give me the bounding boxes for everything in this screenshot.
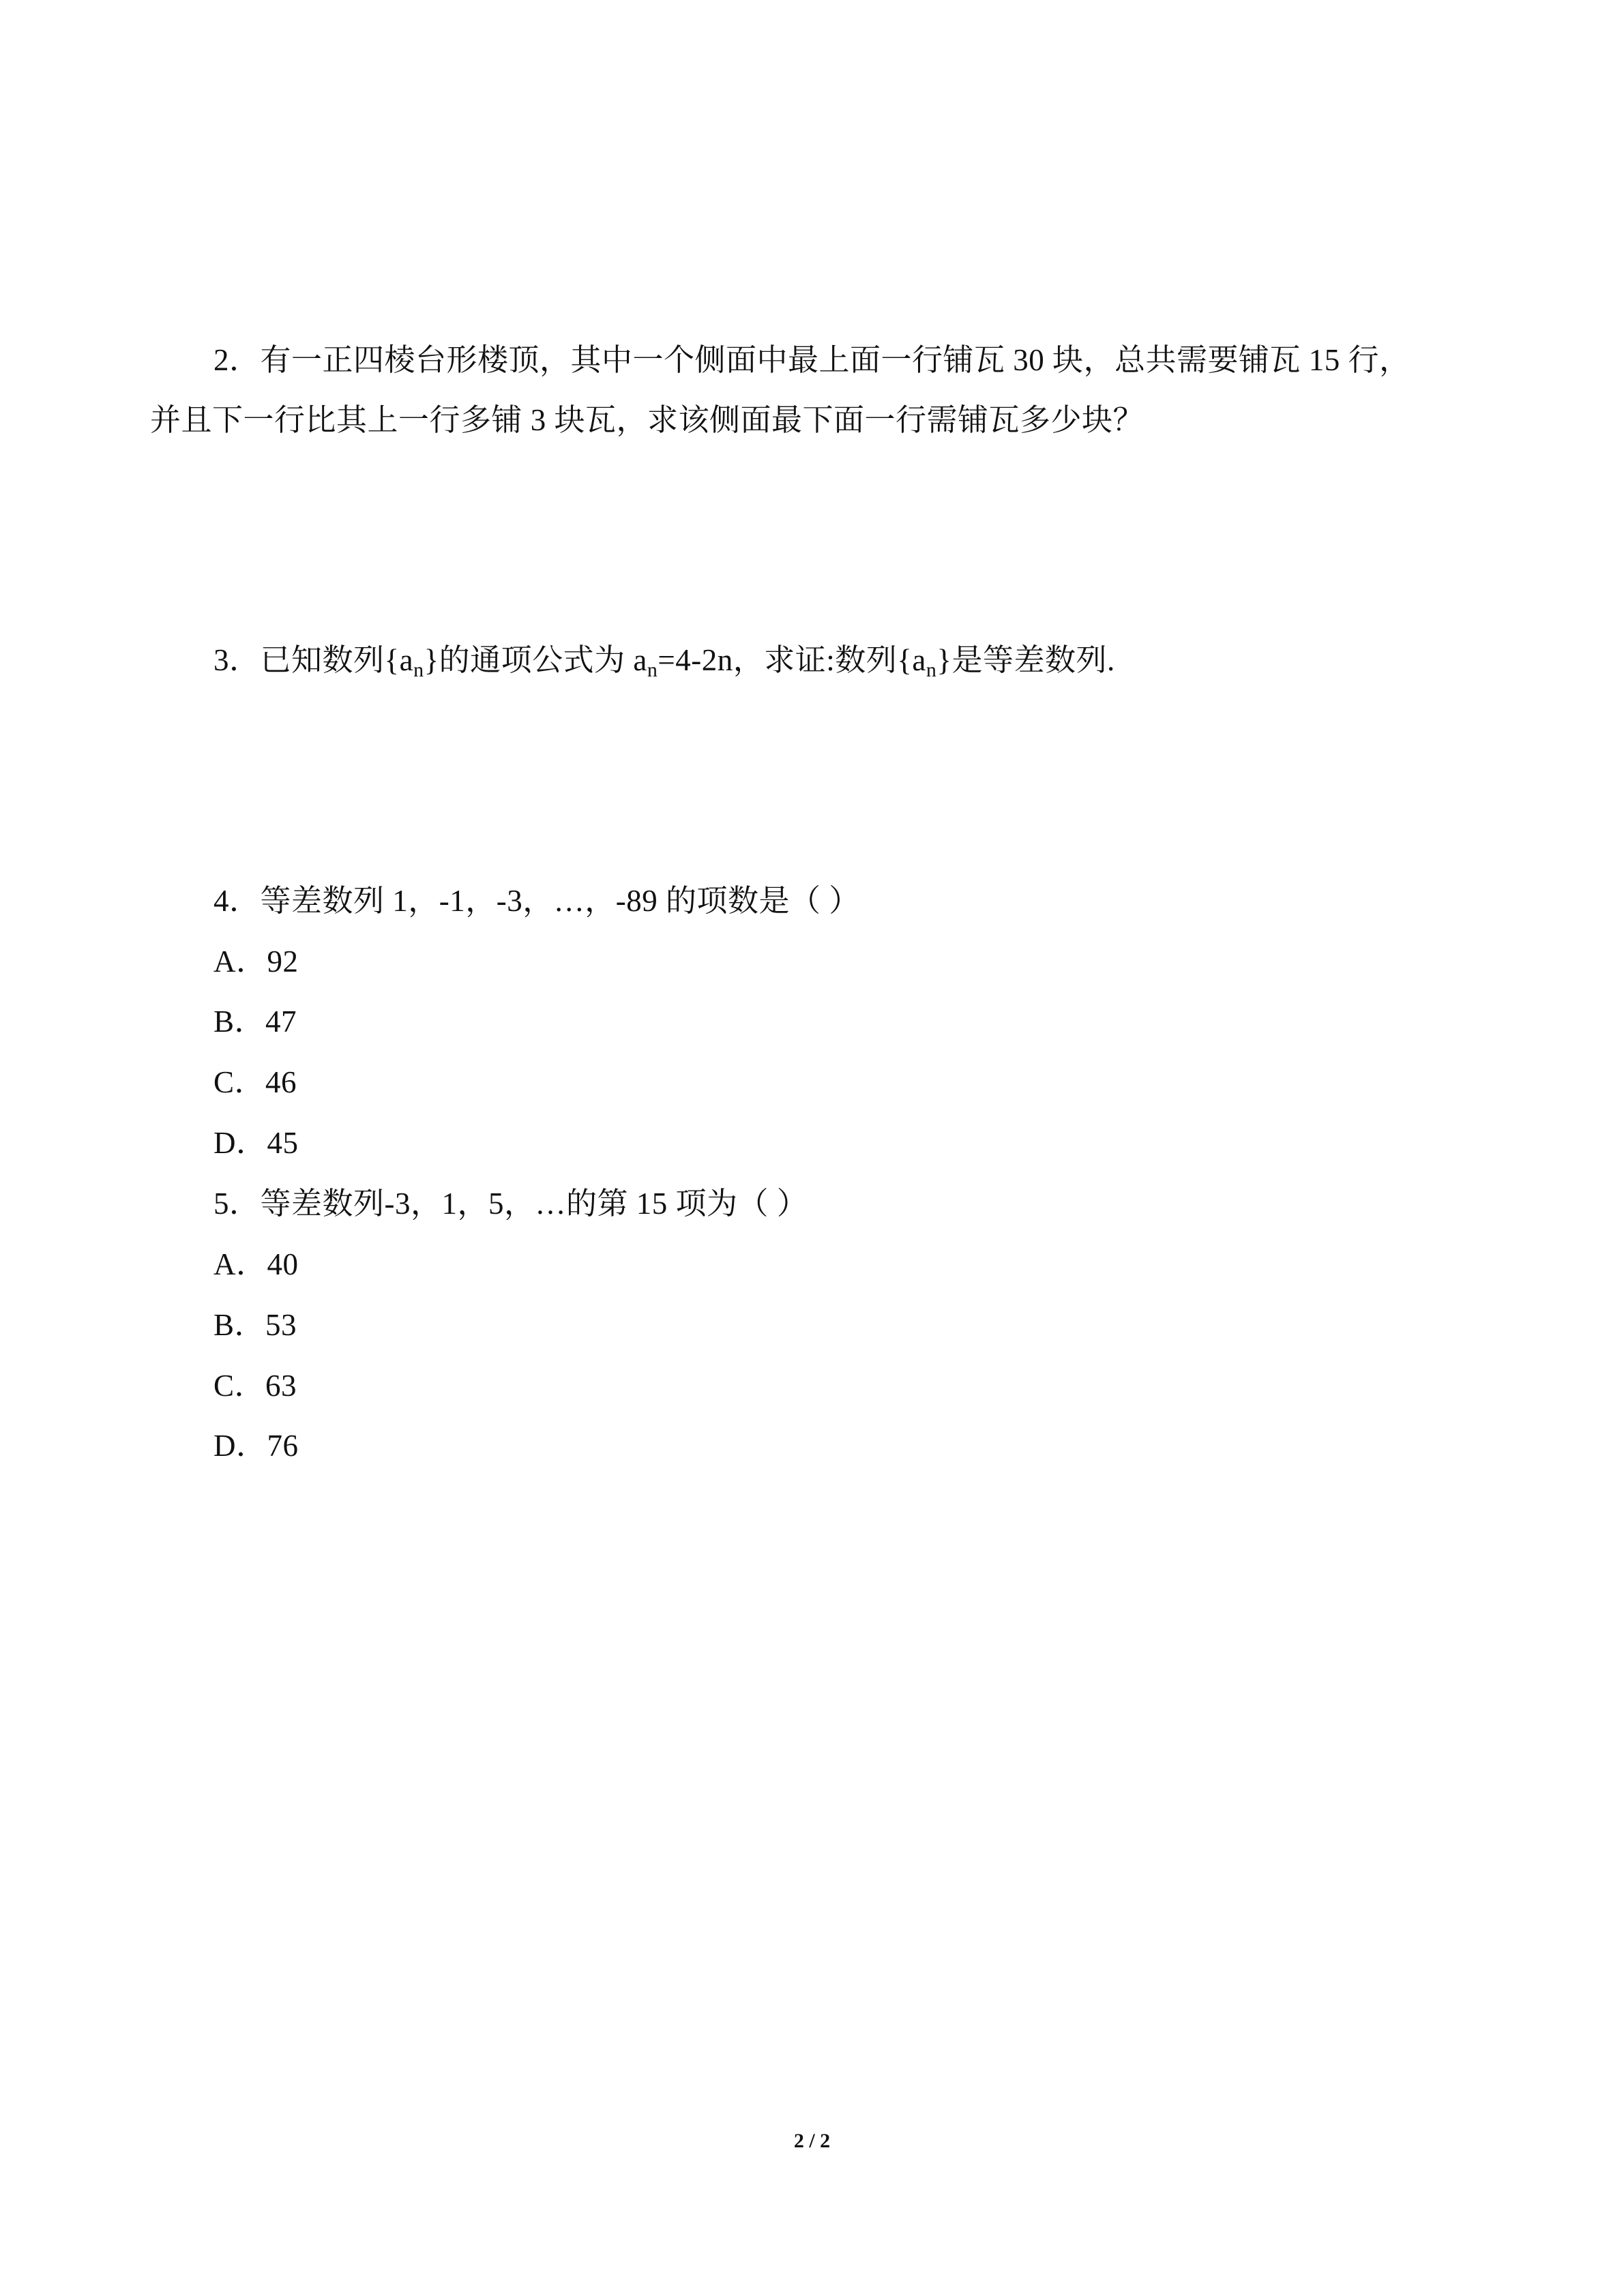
question-4-option-b: B．47 <box>213 1004 297 1039</box>
question-2-line-1: 2．有一正四棱台形楼顶，其中一个侧面中最上面一行铺瓦 30 块，总共需要铺瓦 15 行， <box>213 343 1411 377</box>
question-4-stem: 4．等差数列 1，-1，-3，…，-89 的项数是（ ） <box>213 884 860 918</box>
question-4-option-d: D．45 <box>213 1126 299 1160</box>
question-4-option-a: A．92 <box>213 944 299 979</box>
question-3-text-4: }是等差数列. <box>936 643 1115 677</box>
question-3-subscript-3: n <box>926 659 937 681</box>
question-2-line-2: 并且下一行比其上一行多铺 3 块瓦，求该侧面最下面一行需铺瓦多少块？ <box>150 403 1145 437</box>
question-3-subscript-2: n <box>647 659 658 681</box>
question-3-text-3: =4-2n，求证:数列{a <box>658 643 926 677</box>
page-number: 2 / 2 <box>793 2130 831 2152</box>
question-3-subscript-1: n <box>413 659 424 681</box>
question-3-text-1: 3．已知数列{a <box>213 643 414 677</box>
question-3-text-2: }的通项公式为 a <box>424 643 647 677</box>
question-5-stem: 5．等差数列-3，1，5，…的第 15 项为（ ） <box>213 1187 808 1221</box>
question-3 <box>213 641 1115 679</box>
question-4-option-c: C．46 <box>213 1065 297 1099</box>
question-5-option-b: B．53 <box>213 1308 297 1342</box>
question-5-option-c: C．63 <box>213 1369 297 1403</box>
question-5-option-d: D．76 <box>213 1429 299 1463</box>
question-5-option-a: A．40 <box>213 1247 299 1281</box>
